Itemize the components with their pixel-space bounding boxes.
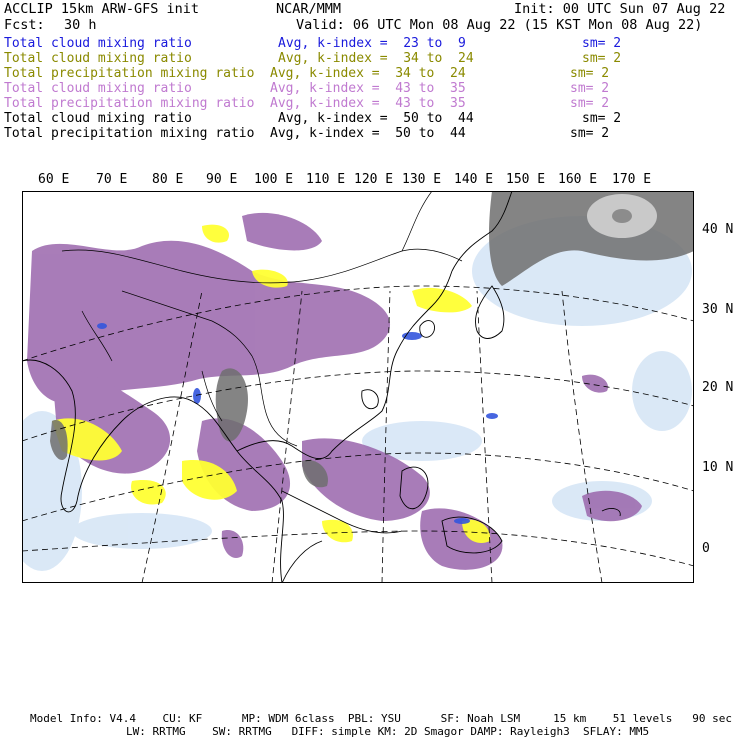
- legend-field: Total cloud mixing ratio: [4, 51, 192, 66]
- lon-label: 60 E: [38, 172, 70, 187]
- legend-row: [4, 81, 724, 96]
- legend-row: [4, 96, 724, 111]
- lon-label: 70 E: [96, 172, 128, 187]
- legend-field: Total precipitation mixing ratio: [4, 126, 255, 141]
- legend-row: [4, 126, 724, 141]
- legend-avg: Avg, k-index = 50 to 44: [270, 126, 466, 141]
- legend-field: Total cloud mixing ratio: [4, 81, 192, 96]
- lon-label: 80 E: [152, 172, 184, 187]
- lon-label: 140 E: [454, 172, 494, 187]
- legend-row: [4, 66, 724, 81]
- lat-label: 30 N: [702, 302, 734, 317]
- legend-avg: Avg, k-index = 34 to 24: [270, 66, 466, 81]
- legend-field: Total precipitation mixing ratio: [4, 66, 255, 81]
- legend-row: [4, 111, 724, 126]
- legend-sm: sm= 2: [582, 111, 622, 126]
- legend-field: Total cloud mixing ratio: [4, 36, 192, 51]
- legend-avg: Avg, k-index = 43 to 35: [270, 96, 466, 111]
- model-info-line1: Model Info: V4.4 CU: KF MP: WDM 6class PBL: YSU SF: Noah LSM 15 km 51 levels 90 sec: [30, 712, 732, 725]
- lat-label: 20 N: [702, 380, 734, 395]
- legend-sm: sm= 2: [570, 66, 610, 81]
- legend-sm: sm= 2: [582, 36, 622, 51]
- lon-label: 90 E: [206, 172, 238, 187]
- lon-label: 170 E: [612, 172, 652, 187]
- legend-avg: Avg, k-index = 43 to 35: [270, 81, 466, 96]
- legend-sm: sm= 2: [570, 126, 610, 141]
- forecast-hours: 30 h: [64, 17, 97, 33]
- valid-time: Valid: 06 UTC Mon 08 Aug 22 (15 KST Mon 08 Aug 22): [296, 17, 703, 33]
- lon-label: 160 E: [558, 172, 598, 187]
- legend-sm: sm= 2: [570, 81, 610, 96]
- legend-sm: sm= 2: [570, 96, 610, 111]
- lon-label: 120 E: [354, 172, 394, 187]
- lon-label: 150 E: [506, 172, 546, 187]
- chart-title: ACCLIP 15km ARW-GFS init: [4, 1, 200, 17]
- legend-sm: sm= 2: [582, 51, 622, 66]
- legend-field: Total cloud mixing ratio: [4, 111, 192, 126]
- legend-field: Total precipitation mixing ratio: [4, 96, 255, 111]
- legend-avg: Avg, k-index = 23 to 9: [278, 36, 466, 51]
- lat-label: 40 N: [702, 222, 734, 237]
- lat-label: 10 N: [702, 460, 734, 475]
- map-panel: [22, 191, 694, 583]
- legend-row: [4, 51, 724, 66]
- lat-label: 0: [702, 541, 710, 556]
- legend-row: [4, 36, 724, 51]
- lon-label: 110 E: [306, 172, 346, 187]
- model-info-line2: LW: RRTMG SW: RRTMG DIFF: simple KM: 2D Smagor DAMP: Rayleigh3 SFLAY: MM5: [126, 725, 650, 738]
- forecast-label: Fcst:: [4, 17, 45, 33]
- lon-label: 100 E: [254, 172, 294, 187]
- organization-label: NCAR/MMM: [276, 1, 342, 17]
- legend-avg: Avg, k-index = 50 to 44: [278, 111, 474, 126]
- typhoon-eye: [612, 209, 632, 223]
- legend-avg: Avg, k-index = 34 to 24: [278, 51, 474, 66]
- lon-label: 130 E: [402, 172, 442, 187]
- init-time: Init: 00 UTC Sun 07 Aug 22: [514, 1, 726, 17]
